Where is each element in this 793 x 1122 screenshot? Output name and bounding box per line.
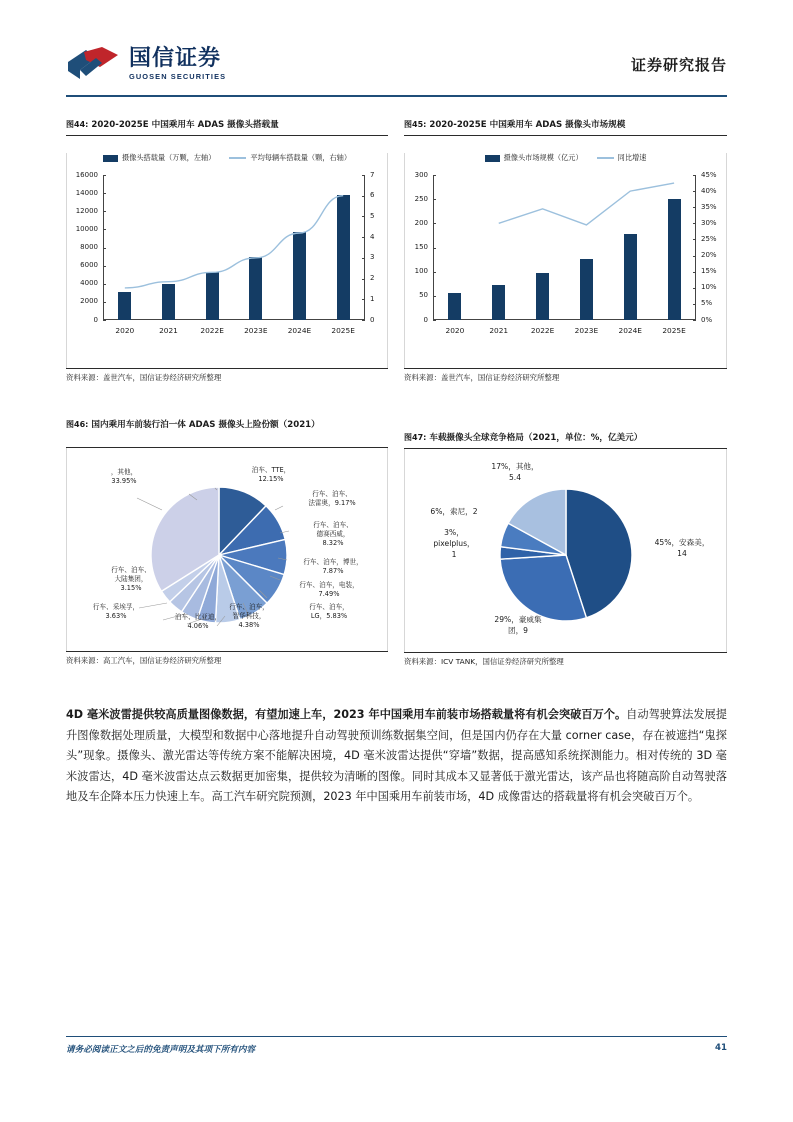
legend-swatch-bar <box>103 155 118 162</box>
pie-label-line: 4.06% <box>187 622 209 630</box>
leader-line <box>189 494 197 500</box>
y-axis-tick-label: 12000 <box>75 206 98 215</box>
pie-label-line: 14 <box>677 549 687 558</box>
leader-line <box>259 590 267 598</box>
y2-axis-tick-label: 20% <box>701 251 717 260</box>
figure-45-title: 2020-2025E 中国乘用车 ADAS 摄像头市场规模 <box>429 120 626 130</box>
x-axis-tick-label: 2021 <box>489 326 509 335</box>
pie-label-line: 行车、泊车，电装， <box>299 581 359 589</box>
brand-name-cn: 国信证券 <box>129 45 222 71</box>
guosen-logo-mark <box>66 46 122 82</box>
y-axis-tick-label: 14000 <box>75 188 98 197</box>
y-axis-tick-label: 200 <box>414 218 428 227</box>
y2-axis-tick-label: 0% <box>701 315 713 324</box>
y2-axis-tick-label: 30% <box>701 218 717 227</box>
figure-47 <box>404 431 727 667</box>
pie-slice-label <box>277 581 381 599</box>
x-axis-tick-label: 2025E <box>331 326 355 335</box>
figure-44 <box>66 118 388 383</box>
legend-label-bar: 摄像头搭载量（万颗，左轴） <box>121 153 216 162</box>
page-number: 41 <box>715 1043 727 1053</box>
pie-label-line: 行车、泊车、 <box>313 521 353 529</box>
legend-item-bar <box>103 153 215 163</box>
figure-46-title: 国内乘用车前装行泊一体 ADAS 摄像头上险份额（2021） <box>91 420 320 430</box>
pie-slice-label <box>227 466 315 484</box>
legend-item-bar <box>485 153 583 163</box>
x-axis-tick-label: 2025E <box>662 326 686 335</box>
figure-47-body <box>404 449 727 652</box>
pie-slice-label <box>463 614 573 636</box>
pie-label-line: 行车、泊车、 <box>111 566 151 574</box>
x-axis-tick-label: 2023E <box>244 326 268 335</box>
y2-axis-tick-label: 1 <box>370 294 375 303</box>
figure-44-legend <box>67 153 387 163</box>
pie-label-line: 45%，安森美， <box>654 538 710 547</box>
pie-slice-label <box>637 537 727 559</box>
pie-label-line: 团，9 <box>507 626 529 635</box>
legend-swatch-bar <box>485 155 500 162</box>
leader-line <box>137 498 162 510</box>
x-axis-tick-label: 2022E <box>200 326 224 335</box>
figure-46-body <box>66 448 388 651</box>
pie-label-line: 1 <box>451 550 457 559</box>
pie-label-line: 5.4 <box>508 473 522 482</box>
report-type-label: 证券研究报告 <box>630 56 727 74</box>
pie-slice-label <box>92 566 170 593</box>
pie-slice-label <box>417 527 491 560</box>
pie-label-line: 行车、采埃孚， <box>92 603 140 611</box>
y-axis-tick-label: 150 <box>414 243 428 251</box>
figure-46 <box>66 418 388 666</box>
y2-axis-tick-label: 6 <box>370 191 375 200</box>
y-axis-tick-label: 2000 <box>80 297 98 306</box>
pie-label-line: 行车、泊车， <box>309 603 349 611</box>
figure-46-source: 资料来源：高工汽车，国信证券经济研究所整理 <box>66 656 222 665</box>
leader-line <box>270 576 280 580</box>
pie-label-line: pixelplus， <box>433 539 475 548</box>
pie-label-line: 29%，豪威集 <box>494 615 542 624</box>
figure-47-title: 车载摄像头全球竞争格局（2021，单位：%，亿美元） <box>429 433 643 443</box>
y-axis-tick-label: 250 <box>414 194 428 203</box>
figure-45-body <box>404 153 727 368</box>
pie-label-line: 德赛西威， <box>316 530 350 538</box>
pie-label-line: 3%， <box>444 528 464 537</box>
x-axis-tick-label: 2021 <box>159 326 178 335</box>
legend-swatch-line <box>229 157 246 159</box>
figure-47-number: 图47: <box>404 433 427 442</box>
pie-label-line: 4.38% <box>238 621 260 629</box>
figure-46-number: 图46: <box>66 420 89 429</box>
y2-axis-tick-label: 5% <box>701 299 713 308</box>
y-axis-tick-label: 300 <box>414 170 428 179</box>
pie-label-line: 7.87% <box>322 567 344 575</box>
y2-axis-tick-label: 45% <box>701 170 717 179</box>
brand-name-en: GUOSEN SECURITIES <box>129 71 227 81</box>
pie-label-line: 33.95% <box>111 477 137 485</box>
figure-44-source: 资料来源：盖世汽车，国信证券经济研究所整理 <box>66 373 222 382</box>
y2-axis-tick-label: 3 <box>370 253 375 262</box>
x-axis-tick-label: 2023E <box>574 326 599 335</box>
pie-slice-label <box>87 468 161 486</box>
y2-axis-tick-label: 2 <box>370 274 375 283</box>
pie-slice-label <box>73 603 159 621</box>
legend-item-line <box>597 153 647 163</box>
paragraph-body-text: 自动驾驶算法发展提升图像数据处理质量，大模型和数据中心落地提升自动驾驶预训练数据集空间，但是国内仍存在大量 corner case，存在被遮挡“鬼探头”现象。摄像头、激光雷达等传统方案不能解决困境，4D 毫米波雷达提供“穿墙”数据，提高感知系统探测能力。相对传统的 3D 毫米波雷达，4D 毫米波雷达点云数据更加密集，提供较为清晰的图像。同时其成本又显著低于激光雷达，该产品也将随高阶自动驾驶落地及车企降本压力快速上车。高工汽车研究院预测，2023 年中国乘用车前装市场，4D 成像雷达的搭载量将有机会突破百万个。 <box>66 708 727 803</box>
figure-45-chart <box>405 167 726 342</box>
leader-line <box>275 506 283 510</box>
y-axis-tick-label: 10000 <box>75 224 98 233</box>
body-paragraph <box>66 705 727 808</box>
footer-divider <box>66 1036 727 1037</box>
figure-44-number: 图44: <box>66 120 89 129</box>
pie-label-line: 行车、泊车， <box>229 603 269 611</box>
figure-44-chart <box>67 167 387 342</box>
paragraph-lead-bold: 4D 毫米波雷提供较高质量图像数据，有望加速上车，2023 年中国乘用车前装市场搭载量将有机会突破百万个。 <box>66 708 627 721</box>
pie-label-line: 3.63% <box>105 612 127 620</box>
y-axis-tick-label: 16000 <box>75 170 98 179</box>
figure-45 <box>404 118 727 383</box>
y2-axis-tick-label: 40% <box>701 186 717 195</box>
y2-axis-tick-label: 5 <box>370 211 375 220</box>
x-axis-tick-label: 2024E <box>287 326 312 335</box>
pie-label-line: 法雷奥，9.17% <box>308 499 356 507</box>
figure-46-pie-chart <box>67 448 387 651</box>
pie-label-line: 17%，其他， <box>491 462 539 471</box>
figure-46-caption <box>66 418 388 445</box>
x-axis-tick-label: 2022E <box>530 326 555 335</box>
x-axis-tick-label: 2020 <box>445 326 465 335</box>
figure-44-caption <box>66 118 388 132</box>
figure-47-caption <box>404 431 727 445</box>
figure-44-body <box>66 153 388 368</box>
pie-slice-label <box>413 506 495 517</box>
pie-label-line: 智华科技， <box>232 612 266 620</box>
y-axis-tick-label: 0 <box>423 315 428 324</box>
figure-47-pie-chart <box>405 449 726 652</box>
pie-slice-label <box>155 613 241 631</box>
figure-45-number: 图45: <box>404 120 427 129</box>
legend-label-bar: 摄像头市场规模（亿元） <box>503 153 583 162</box>
y-axis-tick-label: 50 <box>419 291 428 300</box>
legend-label-line: 同比增速 <box>617 153 647 162</box>
pie-label-line: 泊车、比亚迪， <box>174 613 222 621</box>
x-axis-tick-label: 2024E <box>618 326 642 335</box>
pie-label-line: ，其他， <box>110 468 138 476</box>
y2-axis-tick-label: 4 <box>370 232 375 241</box>
pie-label-line: 泊车、TTE， <box>251 466 291 474</box>
y-axis-tick-label: 4000 <box>80 279 98 288</box>
pie-label-line: LG，5.83% <box>310 612 348 620</box>
pie-label-line: 3.15% <box>120 584 142 592</box>
figure-47-source: 资料来源：ICV TANK，国信证券经济研究所整理 <box>404 657 564 666</box>
pie-slice-label <box>286 490 378 508</box>
leader-line <box>280 531 289 533</box>
pie-slice-label <box>281 558 385 576</box>
y2-axis-tick-label: 15% <box>701 267 717 276</box>
page-header <box>66 40 727 96</box>
leader-line <box>215 488 217 490</box>
figure-44-caption-rule <box>66 135 388 136</box>
line-series <box>67 167 387 342</box>
pie-label-line: 12.15% <box>258 475 284 483</box>
pie-label-line: 6%，索尼，2 <box>430 507 478 516</box>
y2-axis-tick-label: 25% <box>701 234 717 243</box>
pie-slice-label <box>467 461 563 483</box>
pie-label-line: 7.49% <box>318 590 340 598</box>
pie-slice-label <box>290 521 376 548</box>
pie-label-line: 行车、泊车、 <box>312 490 352 498</box>
footer-disclaimer: 请务必阅读正文之后的免责声明及其项下所有内容 <box>66 1045 256 1055</box>
legend-item-line <box>229 153 351 163</box>
y-axis-tick-label: 0 <box>93 315 98 324</box>
company-logo <box>66 46 226 82</box>
figure-44-title: 2020-2025E 中国乘用车 ADAS 摄像头搭载量 <box>91 120 279 130</box>
figure-45-caption <box>404 118 727 132</box>
y-axis-tick-label: 100 <box>414 267 428 276</box>
pie-label-line: 大陆集团， <box>114 575 148 583</box>
pie-label-line: 行车、泊车，博世， <box>303 558 363 566</box>
figure-45-source: 资料来源：盖世汽车，国信证券经济研究所整理 <box>404 373 560 382</box>
line-series <box>405 167 726 342</box>
y-axis-tick-label: 8000 <box>80 243 98 251</box>
y-axis-tick-label: 6000 <box>80 261 98 270</box>
figure-45-legend <box>405 153 726 163</box>
y2-axis-tick-label: 35% <box>701 202 717 211</box>
header-divider <box>66 95 727 97</box>
legend-label-line: 平均每辆车搭载量（颗，右轴） <box>250 153 352 162</box>
legend-swatch-line <box>597 157 614 159</box>
pie-label-line: 8.32% <box>322 539 344 547</box>
pie-slice-label <box>289 603 369 621</box>
y2-axis-tick-label: 0 <box>370 315 375 324</box>
x-axis-tick-label: 2020 <box>115 326 135 335</box>
y2-axis-tick-label: 10% <box>701 283 717 292</box>
figure-45-caption-rule <box>404 135 727 136</box>
y2-axis-tick-label: 7 <box>370 170 375 179</box>
